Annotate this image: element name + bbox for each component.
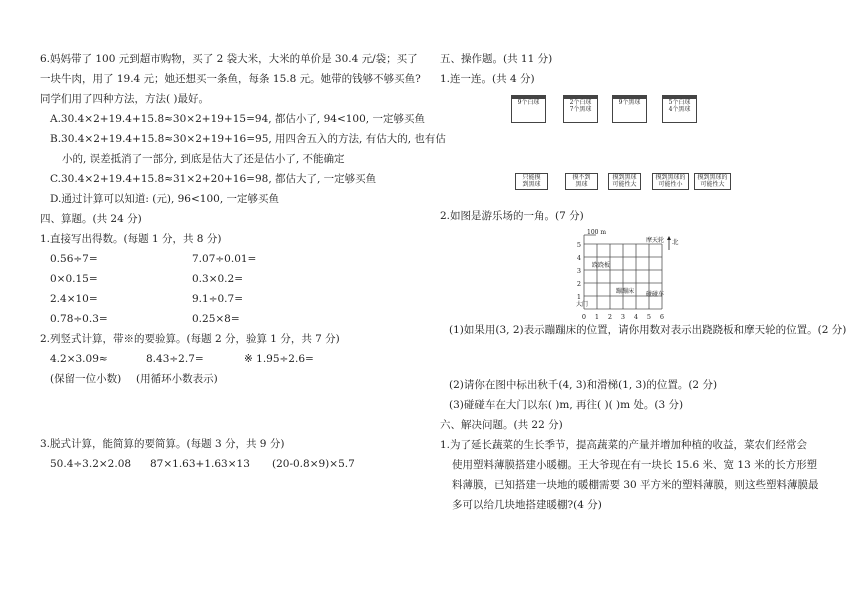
q6-stem-line3: 同学们用了四种方法，方法( )最好。	[40, 93, 210, 105]
mental-row3-b: 9.1÷0.7=	[192, 293, 243, 305]
s5-part2: 2.如图是游乐场的一角。(7 分)	[440, 210, 584, 222]
x-tick-2: 2	[607, 313, 613, 321]
ball-box-4-line1: 5个白球	[668, 99, 691, 106]
y-tick-2: 2	[576, 280, 581, 288]
outcome-box-1-line2: 到黑球	[522, 181, 541, 188]
section5-heading: 五、操作题。(共 11 分)	[440, 53, 553, 65]
q6-option-b-line2: 小的, 误差抵消了一部分, 到底是估大了还是估小了, 不能确定	[62, 153, 345, 165]
q6-option-d: D.通过计算可以知道: (元), 96<100, 一定够买鱼	[50, 193, 279, 205]
ball-box-1-line1: 9个白球	[517, 99, 540, 106]
vertical-calc-2: 8.43÷2.7=	[146, 353, 204, 365]
outcome-box-5-line2: 可能性大	[700, 181, 725, 188]
q6-option-a: A.30.4×2+19.4+15.8≈30×2+19+15=94, 都估小了, 94<100, 一定够买鱼	[50, 113, 425, 125]
x-tick-0: 0	[581, 313, 587, 321]
mental-row1-a: 0.56÷7=	[50, 253, 98, 265]
s5-sub2: (2)请你在图中标出秋千(4, 3)和滑梯(1, 3)的位置。(2 分)	[449, 379, 718, 391]
outcome-box-2-line1: 摸不到	[572, 174, 591, 181]
ball-box-2	[563, 95, 598, 123]
section6-heading: 六、解决问题。(共 22 分)	[440, 419, 563, 431]
north-arrow-label: 北	[672, 238, 679, 246]
s5-sub3: (3)碰碰车在大门以东( )m, 再往( )( )m 处。(3 分)	[449, 399, 684, 411]
mental-row1-b: 7.07÷0.01=	[192, 253, 257, 265]
section4-heading: 四、算题。(共 24 分)	[40, 213, 142, 225]
s4-part3: 3.脱式计算，能简算的要简算。(每题 3 分，共 9 分)	[40, 438, 285, 450]
vertical-calc-3: ※ 1.95÷2.6=	[244, 353, 314, 365]
label-bumper-cars: 碰碰车	[646, 291, 665, 298]
outcome-box-4	[652, 173, 689, 190]
ball-box-2-line1: 2个白球	[569, 99, 592, 106]
grid-unit-label: 100 m	[587, 229, 607, 236]
outcome-box-4-line2: 可能性小	[658, 181, 683, 188]
s6-problem-line2: 使用塑料薄膜搭建小暖棚。王大爷现在有一块长 15.6 米、宽 13 米的长方形塑	[452, 459, 818, 471]
calc-note-2: (用循环小数表示)	[136, 373, 218, 385]
outcome-box-5-line1: 摸到黑球的	[697, 174, 728, 181]
label-gate: 大门	[576, 301, 589, 308]
mental-row2-a: 0×0.15=	[50, 273, 98, 285]
outcome-box-1	[515, 173, 548, 190]
ball-box-1	[511, 95, 546, 123]
y-tick-4: 4	[576, 254, 581, 262]
ball-box-4-line2: 4个黑球	[668, 106, 691, 113]
calc-note-1: (保留一位小数)	[50, 373, 122, 385]
mental-row2-b: 0.3×0.2=	[192, 273, 243, 285]
mental-row3-a: 2.4×10=	[50, 293, 98, 305]
q6-option-c: C.30.4×2+19.4+15.8≈31×2+20+16=98, 都估大了, 一定够买鱼	[50, 173, 377, 185]
s6-problem-line1: 1.为了延长蔬菜的生长季节，提高蔬菜的产量并增加种植的收益，菜农们经常会	[440, 439, 808, 451]
outcome-box-3-line2: 可能性大	[612, 181, 637, 188]
outcome-box-2-line2: 黑球	[575, 181, 588, 188]
q6-option-b-line1: B.30.4×2+19.4+15.8≈30×2+19+16=95, 用四舍五入的方法, 有估大的, 也有估	[50, 133, 446, 145]
ball-box-2-line2: 7个黑球	[569, 106, 592, 113]
outcome-box-3-line1: 摸到黑球	[612, 174, 637, 181]
s4-part1: 1.直接写出得数。(每题 1 分，共 8 分)	[40, 233, 222, 245]
mental-row4-a: 0.78÷0.3=	[50, 313, 108, 325]
vertical-calc-1: 4.2×3.09≈	[50, 353, 108, 365]
q6-stem-line1: 6.妈妈带了 100 元到超市购物，买了 2 袋大米，大米的单价是 30.4 元/袋；买了	[40, 53, 418, 65]
mental-row4-b: 0.25×8=	[192, 313, 240, 325]
s5-sub1: (1)如果用(3, 2)表示蹦蹦床的位置，请你用数对表示出跷跷板和摩天轮的位置。(2 分)	[449, 324, 847, 336]
ball-box-3-line1: 9个黑球	[618, 99, 641, 106]
y-tick-3: 3	[576, 267, 581, 275]
label-trampoline: 蹦蹦床	[616, 288, 635, 295]
q6-stem-line2: 一块牛肉，用了 19.4 元；她还想买一条鱼，每条 15.8 元。她带的钱够不够买鱼?	[40, 73, 421, 85]
y-tick-1: 1	[576, 293, 581, 301]
step-expr-3: (20-0.8×9)×5.7	[272, 458, 355, 470]
y-tick-5: 5	[576, 241, 581, 249]
label-seesaw: 跷跷板	[592, 262, 611, 269]
ball-box-3	[612, 95, 647, 123]
x-tick-3: 3	[620, 313, 626, 321]
s4-part2: 2.列竖式计算，带※的要验算。(每题 2 分，验算 1 分，共 7 分)	[40, 333, 340, 345]
amusement-park-grid	[570, 226, 730, 330]
outcome-box-4-line1: 摸到黑球的	[655, 174, 686, 181]
outcome-box-5	[694, 173, 731, 190]
x-tick-6: 6	[659, 313, 665, 321]
outcome-box-2	[565, 173, 598, 190]
x-tick-4: 4	[633, 313, 639, 321]
s6-problem-line3: 料薄膜，已知搭建一块地的暖棚需要 30 平方米的塑料薄膜，则这些塑料薄膜最	[452, 479, 819, 491]
step-expr-1: 50.4÷3.2×2.08	[50, 458, 132, 470]
x-tick-5: 5	[646, 313, 652, 321]
s5-part1: 1.连一连。(共 4 分)	[440, 73, 535, 85]
label-ferris-wheel: 摩天轮	[646, 237, 665, 244]
ball-box-4	[662, 95, 697, 123]
outcome-box-3	[608, 173, 641, 190]
step-expr-2: 87×1.63+1.63×13	[150, 458, 250, 470]
outcome-box-1-line1: 只能摸	[522, 174, 541, 181]
s6-problem-line4: 多可以给几块地搭建暖棚?(4 分)	[452, 499, 602, 511]
x-tick-1: 1	[594, 313, 600, 321]
